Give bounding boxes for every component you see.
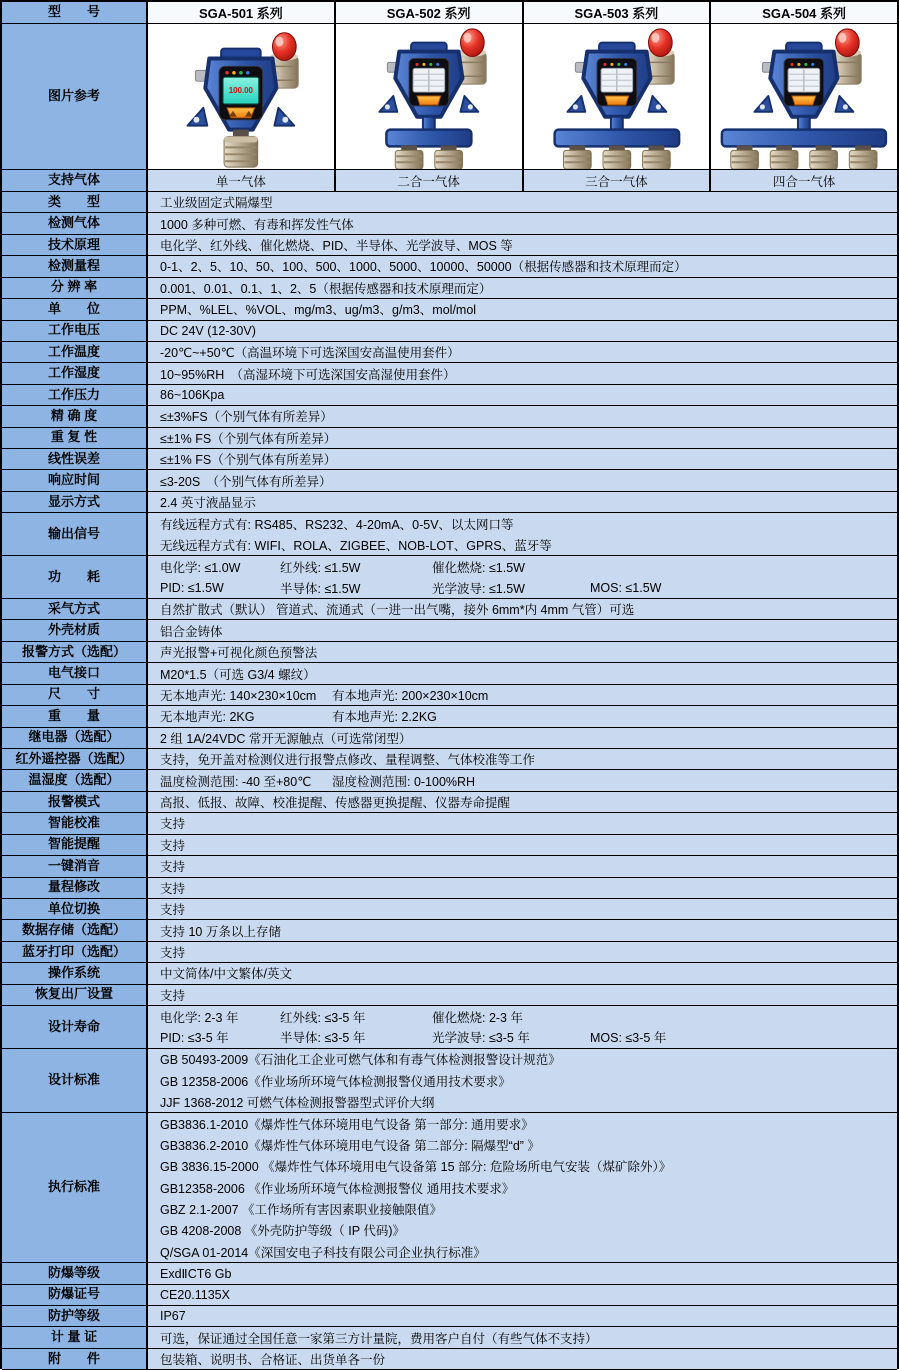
spec-row [2, 985, 897, 1006]
gas-value: 四合一气体 [711, 170, 897, 191]
spec-row-value [148, 1327, 897, 1347]
spec-row-value [148, 899, 897, 919]
spec-row-value [148, 770, 897, 790]
spec-row [2, 513, 897, 556]
spec-row [2, 963, 897, 984]
spec-row-value [148, 449, 897, 469]
spec-row-value [148, 642, 897, 662]
spec-row [2, 620, 897, 641]
spec-row [2, 363, 897, 384]
spec-row-value [148, 792, 897, 812]
spec-value-line: JJF 1368-2012 可燃气体检测报警器型式评价大纲 [160, 1095, 435, 1110]
spec-row-value [148, 321, 897, 341]
spec-row-label: 精 确 度 [2, 406, 148, 426]
product-image-row [2, 24, 897, 170]
spec-row-value [148, 1263, 897, 1283]
gas-detector-illustration [336, 24, 522, 169]
spec-row [2, 213, 897, 234]
spec-row [2, 920, 897, 941]
spec-row-label: 线性误差 [2, 449, 148, 469]
spec-value-line: 支持 [160, 988, 186, 1003]
spec-row-value [148, 685, 897, 705]
spec-row [2, 942, 897, 963]
spec-row-label: 响应时间 [2, 470, 148, 490]
spec-row-value [148, 363, 897, 383]
spec-value-line: ≤±1% FS（个别气体有所差异） [160, 431, 337, 446]
spec-row [2, 256, 897, 277]
spec-row-value [148, 749, 897, 769]
gas-row-label: 支持气体 [2, 170, 148, 191]
spec-row-value [148, 1349, 897, 1369]
spec-value-segment: 有本地声光: 2.2KG [332, 710, 437, 725]
spec-value-segment: 光学波导: ≤3-5 年 [432, 1031, 530, 1046]
spec-value-line: 高报、低报、故障、校准提醒、传感器更换提醒、仪器寿命提醒 [160, 796, 511, 811]
spec-value-segment: 半导体: ≤3-5 年 [280, 1031, 366, 1046]
spec-value-line: ExdⅡCT6 Gb [160, 1266, 232, 1281]
spec-rows-container [2, 192, 897, 1370]
spec-row-value [148, 513, 897, 555]
spec-row-value [148, 256, 897, 276]
spec-row-label: 蓝牙打印（选配） [2, 942, 148, 962]
spec-row-label: 智能提醒 [2, 835, 148, 855]
spec-value-line: 支持 [160, 838, 186, 853]
spec-value-segment: MOS: ≤3-5 年 [590, 1031, 667, 1046]
spec-row [2, 770, 897, 791]
spec-value-line: GB 12358-2006《作业场所环境气体检测报警仪通用技术要求》 [160, 1074, 511, 1089]
spec-row [2, 235, 897, 256]
spec-row-value [148, 920, 897, 940]
spec-row [2, 342, 897, 363]
spec-value-line: 无线远程方式有: WIFI、ROLA、ZIGBEE、NOB-LOT、GPRS、蓝牙等 [160, 538, 552, 553]
spec-row-value [148, 192, 897, 212]
spec-row-value [148, 470, 897, 490]
spec-row [2, 299, 897, 320]
spec-row [2, 321, 897, 342]
spec-row-label: 工作湿度 [2, 363, 148, 383]
spec-row-value [148, 213, 897, 233]
spec-value-line: 2 组 1A/24VDC 常开无源触点（可选常闭型） [160, 731, 412, 746]
spec-value-line: M20*1.5（可选 G3/4 螺纹） [160, 667, 316, 682]
spec-value-segment: 湿度检测范围: 0-100%RH [332, 774, 476, 789]
spec-value-line: 中文简体/中文繁体/英文 [160, 967, 292, 982]
spec-value-line: 支持 [160, 881, 186, 896]
spec-value-line: 铝合金铸体 [160, 624, 223, 639]
spec-row-value [148, 942, 897, 962]
spec-value-line: 支持 [160, 860, 186, 875]
gas-value: 单一气体 [148, 170, 336, 191]
spec-row [2, 856, 897, 877]
spec-row [2, 1327, 897, 1348]
spec-row-label: 附 件 [2, 1349, 148, 1369]
spec-row-value [148, 856, 897, 876]
model-name-sga-502: SGA-502 系列 [336, 2, 524, 23]
spec-row-label: 技术原理 [2, 235, 148, 255]
spec-row-label: 重 量 [2, 706, 148, 726]
spec-row [2, 663, 897, 684]
spec-value-line: 1000 多种可燃、有毒和挥发性气体 [160, 217, 354, 232]
spec-value-line: ≤±1% FS（个别气体有所差异） [160, 453, 337, 468]
spec-row [2, 792, 897, 813]
spec-value-line: 支持 [160, 903, 186, 918]
spec-value-line: 包装箱、说明书、合格证、出货单各一份 [160, 1353, 386, 1368]
spec-row [2, 813, 897, 834]
spec-value-line: 电化学、红外线、催化燃烧、PID、半导体、光学波导、MOS 等 [160, 239, 513, 254]
spec-value-line: 工业级固定式隔爆型 [160, 196, 273, 211]
spec-row-value [148, 835, 897, 855]
spec-value-line: 有线远程方式有: RS485、RS232、4-20mA、0-5V、以太网口等 [160, 517, 514, 532]
spec-row-label: 执行标准 [2, 1113, 148, 1262]
spec-row [2, 556, 897, 599]
spec-row-value [148, 299, 897, 319]
spec-value-segment: 红外线: ≤3-5 年 [280, 1010, 366, 1025]
spec-row [2, 470, 897, 491]
spec-row [2, 1349, 897, 1370]
spec-row-value [148, 1285, 897, 1305]
spec-value-line: 声光报警+可视化颜色预警法 [160, 646, 318, 661]
spec-row-value [148, 278, 897, 298]
spec-row [2, 599, 897, 620]
spec-row-value [148, 1113, 897, 1262]
spec-row-value [148, 492, 897, 512]
spec-row-label: 操作系统 [2, 963, 148, 983]
spec-row-label: 防爆等级 [2, 1263, 148, 1283]
spec-row-value [148, 342, 897, 362]
spec-row-label: 温湿度（选配） [2, 770, 148, 790]
spec-value-segment: 有本地声光: 200×230×10cm [332, 688, 489, 703]
spec-value-segment: PID: ≤3-5 年 [160, 1031, 229, 1046]
spec-value-line: -20℃~+50℃（高温环境下可选深国安高温使用套件） [160, 346, 460, 361]
spec-row [2, 1113, 897, 1263]
gas-detector-illustration [711, 24, 897, 169]
spec-row-label: 输出信号 [2, 513, 148, 555]
spec-row-label: 防护等级 [2, 1306, 148, 1326]
spec-row [2, 835, 897, 856]
spec-row-label: 类 型 [2, 192, 148, 212]
spec-row-value [148, 556, 897, 598]
model-header-row [2, 2, 897, 24]
spec-value-line: IP67 [160, 1309, 186, 1324]
spec-row-label: 继电器（选配） [2, 728, 148, 748]
product-image-sga-501 [148, 24, 336, 169]
spec-value-line: 10~95%RH （高湿环境下可选深国安高湿使用套件） [160, 367, 456, 382]
gas-value: 三合一气体 [524, 170, 712, 191]
spec-row-label: 采气方式 [2, 599, 148, 619]
spec-value-line: 支持 [160, 817, 186, 832]
product-image-sga-503 [524, 24, 712, 169]
spec-row-value [148, 985, 897, 1005]
image-row-label: 图片参考 [2, 24, 148, 169]
spec-row-label: 工作温度 [2, 342, 148, 362]
spec-value-segment: MOS: ≤1.5W [590, 580, 662, 595]
spec-row-label: 量程修改 [2, 878, 148, 898]
spec-row-label: 数据存储（选配） [2, 920, 148, 940]
spec-row-label: 重 复 性 [2, 428, 148, 448]
spec-row-value [148, 706, 897, 726]
model-name-sga-501: SGA-501 系列 [148, 2, 336, 23]
spec-row-label: 显示方式 [2, 492, 148, 512]
spec-row-label: 报警方式（选配） [2, 642, 148, 662]
spec-value-segment: 半导体: ≤1.5W [280, 581, 361, 596]
spec-value-segment: 催化燃烧: 2-3 年 [432, 1010, 523, 1025]
spec-row [2, 706, 897, 727]
spec-row-value [148, 406, 897, 426]
spec-row [2, 728, 897, 749]
spec-row [2, 428, 897, 449]
spec-value-segment: 温度检测范围: -40 至+80℃ [160, 774, 312, 789]
spec-row-label: 设计寿命 [2, 1006, 148, 1048]
spec-row-label: 检测量程 [2, 256, 148, 276]
spec-value-segment: PID: ≤1.5W [160, 580, 224, 595]
spec-row-label: 外壳材质 [2, 620, 148, 640]
spec-value-line: Q/SGA 01-2014《深国安电子科技有限公司企业执行标准》 [160, 1245, 486, 1260]
spec-row-value [148, 813, 897, 833]
spec-value-line: GB12358-2006 《作业场所环境气体检测报警仪 通用技术要求》 [160, 1181, 515, 1196]
spec-row [2, 449, 897, 470]
spec-row-value [148, 1306, 897, 1326]
spec-row-label: 电气接口 [2, 663, 148, 683]
spec-row-label: 智能校准 [2, 813, 148, 833]
spec-row-label: 分 辨 率 [2, 278, 148, 298]
gas-value: 二合一气体 [336, 170, 524, 191]
spec-value-line: GB3836.2-2010《爆炸性气体环境用电气设备 第二部分: 隔爆型“d” 》 [160, 1139, 540, 1154]
spec-value-line: PPM、%LEL、%VOL、mg/m3、ug/m3、g/m3、mol/mol [160, 303, 477, 318]
spec-row [2, 1049, 897, 1113]
spec-row [2, 1263, 897, 1284]
spec-row-label: 报警模式 [2, 792, 148, 812]
spec-row-value [148, 385, 897, 405]
spec-row-label: 尺 寸 [2, 685, 148, 705]
spec-value-segment: 无本地声光: 2KG [160, 710, 255, 725]
product-image-sga-504 [711, 24, 897, 169]
spec-row-value [148, 878, 897, 898]
spec-value-segment: 电化学: 2-3 年 [160, 1010, 239, 1025]
spec-row-label: 设计标准 [2, 1049, 148, 1112]
spec-value-segment: 电化学: ≤1.0W [160, 560, 241, 575]
model-name-sga-504: SGA-504 系列 [711, 2, 897, 23]
spec-value-line: GB 4208-2008 《外壳防护等级（ IP 代码)》 [160, 1224, 405, 1239]
spec-value-line: 支持，免开盖对检测仪进行报警点修改、量程调整、气体校准等工作 [160, 753, 536, 768]
spec-row [2, 685, 897, 706]
spec-value-segment: 无本地声光: 140×230×10cm [160, 688, 317, 703]
spec-row-label: 红外遥控器（选配） [2, 749, 148, 769]
header-label: 型 号 [2, 2, 148, 23]
spec-row-label: 单 位 [2, 299, 148, 319]
spec-row-value [148, 1049, 897, 1112]
spec-value-line: 支持 [160, 946, 186, 960]
spec-row [2, 406, 897, 427]
spec-row-value [148, 235, 897, 255]
spec-value-line: 0.001、0.01、0.1、1、2、5（根据传感器和技术原理而定） [160, 281, 492, 296]
spec-value-segment: 光学波导: ≤1.5W [432, 581, 525, 596]
spec-value-line: GBZ 2.1-2007 《工作场所有害因素职业接触限值》 [160, 1202, 442, 1217]
spec-value-line: 自然扩散式（默认） 管道式、流通式（一进一出气嘴，接外 6mm*内 4mm 气管）可选 [160, 603, 635, 618]
spec-value-line: DC 24V (12-30V) [160, 323, 256, 338]
spec-row-label: 检测气体 [2, 213, 148, 233]
supported-gas-row [2, 170, 897, 192]
spec-row [2, 492, 897, 513]
spec-value-segment: 催化燃烧: ≤1.5W [432, 560, 525, 575]
spec-row [2, 1306, 897, 1327]
spec-value-line: 2.4 英寸液晶显示 [160, 496, 256, 511]
spec-row-label: 防爆证号 [2, 1285, 148, 1305]
spec-row-label: 工作电压 [2, 321, 148, 341]
spec-row-label: 一键消音 [2, 856, 148, 876]
spec-value-line: GB 50493-2009《石油化工企业可燃气体和有毒气体检测报警设计规范》 [160, 1053, 561, 1068]
spec-value-line: GB3836.1-2010《爆炸性气体环境用电气设备 第一部分: 通用要求》 [160, 1117, 534, 1132]
svg-text:100.00: 100.00 [228, 85, 253, 95]
spec-value-line: ≤±3%FS（个别气体有所差异） [160, 410, 333, 425]
spec-row [2, 899, 897, 920]
spec-value-segment: 红外线: ≤1.5W [280, 560, 361, 575]
spec-row [2, 642, 897, 663]
spec-value-line: CE20.1135X [160, 1287, 230, 1302]
spec-row-value [148, 663, 897, 683]
spec-row-value [148, 1006, 897, 1048]
spec-value-line: 可选，保证通过全国任意一家第三方计量院，费用客户自付（有些气体不支持） [160, 1331, 598, 1346]
spec-row [2, 192, 897, 213]
spec-row [2, 385, 897, 406]
spec-row-value [148, 728, 897, 748]
spec-row-label: 计 量 证 [2, 1327, 148, 1347]
spec-row-value [148, 599, 897, 619]
spec-row [2, 1285, 897, 1306]
spec-row-label: 功 耗 [2, 556, 148, 598]
spec-row-label: 恢复出厂设置 [2, 985, 148, 1005]
spec-value-line: 0-1、2、5、10、50、100、500、1000、5000、10000、50000（根据传感器和技术原理而定） [160, 260, 687, 275]
spec-row [2, 749, 897, 770]
spec-row-label: 单位切换 [2, 899, 148, 919]
spec-row-value [148, 963, 897, 983]
spec-value-line: GB 3836.15-2000 《爆炸性气体环境用电气设备第 15 部分: 危险场所电气安装（煤矿除外）》 [160, 1160, 672, 1175]
gas-detector-illustration [524, 24, 710, 169]
spec-value-line: ≤3-20S （个别气体有所差异） [160, 474, 332, 489]
product-image-sga-502 [336, 24, 524, 169]
spec-row-value [148, 428, 897, 448]
spec-row-label: 工作压力 [2, 385, 148, 405]
spec-row-value [148, 620, 897, 640]
spec-row [2, 278, 897, 299]
gas-detector-illustration [148, 24, 334, 169]
spec-value-line: 86~106Kpa [160, 388, 225, 402]
spec-value-line: 支持 10 万条以上存储 [160, 924, 281, 939]
model-name-sga-503: SGA-503 系列 [524, 2, 712, 23]
spec-row [2, 878, 897, 899]
spec-row [2, 1006, 897, 1049]
